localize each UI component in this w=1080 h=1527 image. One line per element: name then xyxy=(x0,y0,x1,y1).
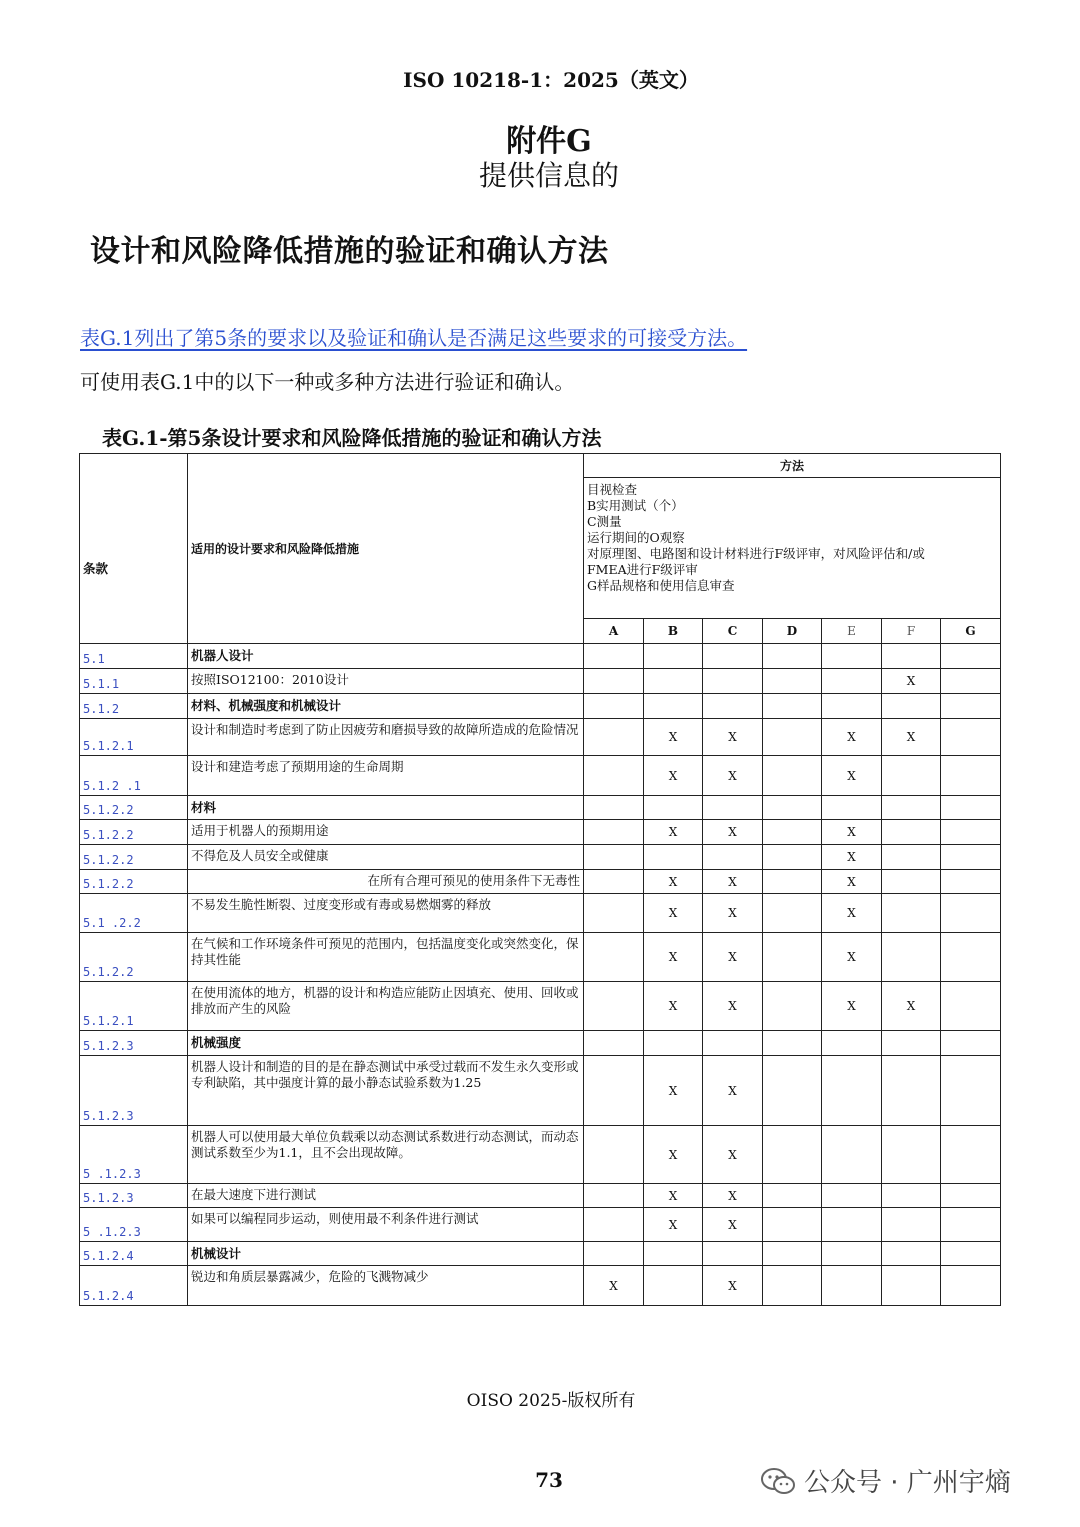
method-mark xyxy=(763,644,822,669)
method-legend-item: 运行期间的O观察 xyxy=(587,530,685,545)
method-mark xyxy=(584,1126,644,1184)
requirement-text: 设计和制造时考虑到了防止因疲劳和磨损导致的故障所造成的危险情况 xyxy=(188,719,584,756)
requirement-text: 不得危及人员安全或健康 xyxy=(188,845,584,870)
section-heading: 机器人设计 xyxy=(188,644,584,669)
method-mark: X xyxy=(644,820,703,845)
method-mark xyxy=(584,933,644,982)
method-mark xyxy=(882,820,941,845)
requirement-text: 在所有合理可预见的使用条件下无毒性 xyxy=(188,870,584,894)
method-mark xyxy=(584,894,644,933)
method-mark xyxy=(882,1242,941,1266)
method-mark: X xyxy=(822,894,882,933)
clause-number: 5.1.2.2 xyxy=(80,845,188,870)
method-legend-item: 对原理图、电路图和设计材料进行F级评审，对风险评估和/或 xyxy=(587,546,925,561)
method-mark xyxy=(882,756,941,796)
method-mark: X xyxy=(644,1056,703,1126)
method-mark xyxy=(882,1056,941,1126)
requirement-text: 机器人设计和制造的目的是在静态测试中承受过载而不发生永久变形或专利缺陷，其中强度计算的最小静态试验系数为1.25 xyxy=(188,1056,584,1126)
method-mark xyxy=(763,845,822,870)
method-mark xyxy=(703,1242,763,1266)
watermark-text: 公众号 · 广州宇熵 xyxy=(804,1468,1011,1498)
method-mark xyxy=(763,1184,822,1208)
clause-number: 5.1.2.2 xyxy=(80,933,188,982)
clause-number: 5.1 xyxy=(80,644,188,669)
method-mark xyxy=(644,694,703,719)
clause-number: 5.1.2.2 xyxy=(80,796,188,820)
method-mark xyxy=(763,1031,822,1056)
table-row xyxy=(80,719,1001,756)
method-mark: X xyxy=(703,933,763,982)
method-mark xyxy=(882,796,941,820)
method-mark xyxy=(822,1031,882,1056)
method-mark xyxy=(763,1208,822,1242)
clause-number: 5.1.2.2 xyxy=(80,820,188,845)
method-mark xyxy=(763,1266,822,1306)
method-mark xyxy=(882,1208,941,1242)
method-mark: X xyxy=(703,719,763,756)
method-mark xyxy=(941,796,1001,820)
method-legend xyxy=(584,478,1001,619)
method-letter: E xyxy=(822,619,882,644)
method-mark xyxy=(703,845,763,870)
clause-number: 5.1.2.4 xyxy=(80,1266,188,1306)
method-mark xyxy=(584,1184,644,1208)
table-row xyxy=(80,1184,1001,1208)
clause-number: 5.1.2.3 xyxy=(80,1031,188,1056)
method-mark xyxy=(763,894,822,933)
method-mark xyxy=(763,694,822,719)
method-mark xyxy=(584,796,644,820)
methods-column-header: 方法 xyxy=(584,454,1001,478)
intro-link[interactable]: 表G.1列出了第5条的要求以及验证和确认是否满足这些要求的可接受方法。 xyxy=(80,326,748,350)
method-mark xyxy=(644,669,703,694)
annex-title: 附件G xyxy=(506,124,592,159)
method-mark xyxy=(584,845,644,870)
method-mark xyxy=(644,1242,703,1266)
method-mark xyxy=(763,1126,822,1184)
table-row xyxy=(80,1031,1001,1056)
method-mark xyxy=(584,820,644,845)
method-mark xyxy=(584,1208,644,1242)
annex-subtitle: 提供信息的 xyxy=(478,159,619,192)
method-mark xyxy=(941,870,1001,894)
method-mark xyxy=(644,845,703,870)
method-mark xyxy=(882,933,941,982)
method-mark xyxy=(941,894,1001,933)
table-row xyxy=(80,982,1001,1031)
method-mark: X xyxy=(882,982,941,1031)
method-mark: X xyxy=(703,982,763,1031)
method-mark xyxy=(763,719,822,756)
table-row xyxy=(80,820,1001,845)
table-row xyxy=(80,694,1001,719)
clause-number: 5 .1.2.3 xyxy=(80,1126,188,1184)
table-row xyxy=(80,669,1001,694)
method-mark xyxy=(822,1266,882,1306)
section-heading: 机械强度 xyxy=(188,1031,584,1056)
method-mark xyxy=(882,694,941,719)
method-letter: F xyxy=(882,619,941,644)
requirement-text: 不易发生脆性断裂、过度变形或有毒或易燃烟雾的释放 xyxy=(188,894,584,933)
method-letter: B xyxy=(644,619,703,644)
method-mark xyxy=(584,1056,644,1126)
method-mark xyxy=(941,1208,1001,1242)
table-row xyxy=(80,1266,1001,1306)
method-mark xyxy=(763,669,822,694)
section-heading: 材料 xyxy=(188,796,584,820)
table-row xyxy=(80,894,1001,933)
wechat-icon xyxy=(760,1467,796,1495)
method-mark: X xyxy=(644,894,703,933)
requirement-text: 如果可以编程同步运动，则使用最不利条件进行测试 xyxy=(188,1208,584,1242)
verification-table xyxy=(79,453,1001,1306)
method-mark xyxy=(763,870,822,894)
clause-number: 5.1.2.1 xyxy=(80,719,188,756)
method-mark: X xyxy=(822,719,882,756)
requirement-text: 机器人可以使用最大单位负载乘以动态测试系数进行动态测试，而动态测试系数至少为1.1，且不会出现故障。 xyxy=(188,1126,584,1184)
method-legend-item: B实用测试（个） xyxy=(587,498,684,513)
method-mark xyxy=(644,1266,703,1306)
method-mark xyxy=(941,1266,1001,1306)
requirement-text: 锐边和角质层暴露减少，危险的飞溅物减少 xyxy=(188,1266,584,1306)
requirement-text: 适用于机器人的预期用途 xyxy=(188,820,584,845)
method-mark xyxy=(941,1126,1001,1184)
method-mark xyxy=(941,845,1001,870)
requirement-text: 设计和建造考虑了预期用途的生命周期 xyxy=(188,756,584,796)
method-mark: X xyxy=(703,1184,763,1208)
method-mark xyxy=(584,756,644,796)
method-mark xyxy=(763,1056,822,1126)
method-mark xyxy=(703,1031,763,1056)
method-mark xyxy=(703,644,763,669)
method-mark xyxy=(882,1031,941,1056)
table-row xyxy=(80,933,1001,982)
method-mark xyxy=(941,644,1001,669)
method-mark xyxy=(941,820,1001,845)
method-mark xyxy=(822,1056,882,1126)
method-mark: X xyxy=(703,1208,763,1242)
table-caption: 表G.1-第5条设计要求和风险降低措施的验证和确认方法 xyxy=(102,426,602,450)
section-heading: 材料、机械强度和机械设计 xyxy=(188,694,584,719)
section-heading: 机械设计 xyxy=(188,1242,584,1266)
table-row xyxy=(80,1056,1001,1126)
method-mark: X xyxy=(822,756,882,796)
method-mark: X xyxy=(703,1266,763,1306)
method-mark: X xyxy=(822,845,882,870)
method-mark xyxy=(882,1126,941,1184)
method-mark xyxy=(584,1242,644,1266)
method-legend-item: C测量 xyxy=(587,514,622,529)
table-row xyxy=(80,756,1001,796)
table-row xyxy=(80,1208,1001,1242)
method-letter: G xyxy=(941,619,1001,644)
method-mark xyxy=(822,644,882,669)
method-mark: X xyxy=(703,1126,763,1184)
requirement-text: 按照ISO12100：2010设计 xyxy=(188,669,584,694)
method-mark xyxy=(822,1126,882,1184)
method-mark xyxy=(882,845,941,870)
method-mark: X xyxy=(644,1208,703,1242)
method-mark: X xyxy=(644,982,703,1031)
method-mark xyxy=(584,719,644,756)
method-mark: X xyxy=(584,1266,644,1306)
method-mark xyxy=(882,870,941,894)
method-mark xyxy=(941,669,1001,694)
requirement-column-header: 适用的设计要求和风险降低措施 xyxy=(188,454,584,644)
method-mark xyxy=(763,1242,822,1266)
method-mark xyxy=(941,1031,1001,1056)
table-row xyxy=(80,644,1001,669)
method-letter: D xyxy=(763,619,822,644)
method-mark: X xyxy=(644,1184,703,1208)
method-mark xyxy=(703,669,763,694)
method-mark xyxy=(822,1242,882,1266)
method-legend-item: 目视检查 xyxy=(587,482,638,497)
method-mark: X xyxy=(644,870,703,894)
clause-number: 5.1.2 .1 xyxy=(80,756,188,796)
method-mark: X xyxy=(703,894,763,933)
document-header: ISO 10218-1：2025（英文） xyxy=(403,68,699,92)
method-mark xyxy=(703,796,763,820)
table-row xyxy=(80,845,1001,870)
method-mark xyxy=(584,982,644,1031)
method-mark: X xyxy=(822,820,882,845)
method-mark: X xyxy=(882,719,941,756)
requirement-text: 在最大速度下进行测试 xyxy=(188,1184,584,1208)
method-mark: X xyxy=(703,870,763,894)
method-mark xyxy=(822,669,882,694)
method-mark xyxy=(882,1184,941,1208)
method-mark: X xyxy=(822,870,882,894)
method-legend-item: G样品规格和使用信息审查 xyxy=(587,578,735,593)
method-mark: X xyxy=(644,933,703,982)
table-row xyxy=(80,796,1001,820)
method-mark xyxy=(822,1184,882,1208)
method-mark xyxy=(941,933,1001,982)
intro-text: 可使用表G.1中的以下一种或多种方法进行验证和确认。 xyxy=(80,370,575,394)
method-mark xyxy=(763,982,822,1031)
table-row xyxy=(80,1242,1001,1266)
method-mark xyxy=(822,1208,882,1242)
method-mark xyxy=(941,694,1001,719)
method-mark xyxy=(941,756,1001,796)
method-mark xyxy=(763,933,822,982)
clause-number: 5.1.1 xyxy=(80,669,188,694)
method-mark xyxy=(584,669,644,694)
clause-column-header: 条款 xyxy=(80,454,188,644)
method-mark xyxy=(584,644,644,669)
method-mark: X xyxy=(882,669,941,694)
clause-number: 5.1.2.1 xyxy=(80,982,188,1031)
method-mark xyxy=(763,796,822,820)
clause-number: 5.1.2.4 xyxy=(80,1242,188,1266)
method-mark xyxy=(941,982,1001,1031)
method-mark xyxy=(644,644,703,669)
clause-number: 5.1.2.3 xyxy=(80,1184,188,1208)
method-mark xyxy=(941,719,1001,756)
method-mark xyxy=(882,1266,941,1306)
method-mark xyxy=(882,644,941,669)
method-mark xyxy=(822,694,882,719)
page-number: 73 xyxy=(535,1468,563,1492)
method-mark xyxy=(584,1031,644,1056)
method-mark: X xyxy=(703,756,763,796)
method-mark xyxy=(763,756,822,796)
method-mark: X xyxy=(822,982,882,1031)
method-mark xyxy=(644,1031,703,1056)
method-mark xyxy=(703,694,763,719)
copyright-footer: OISO 2025-版权所有 xyxy=(466,1391,636,1411)
requirement-text: 在使用流体的地方，机器的设计和构造应能防止因填充、使用、回收或排放而产生的风险 xyxy=(188,982,584,1031)
method-mark: X xyxy=(703,820,763,845)
clause-number: 5.1.2.2 xyxy=(80,870,188,894)
method-mark: X xyxy=(822,933,882,982)
method-mark: X xyxy=(703,1056,763,1126)
method-mark xyxy=(822,796,882,820)
method-mark xyxy=(941,1056,1001,1126)
clause-number: 5.1.2.3 xyxy=(80,1056,188,1126)
method-mark xyxy=(941,1184,1001,1208)
method-mark xyxy=(584,694,644,719)
method-legend-item: FMEA进行F级评审 xyxy=(587,562,698,577)
method-letter: C xyxy=(703,619,763,644)
method-mark xyxy=(584,870,644,894)
requirement-text: 在气候和工作环境条件可预见的范围内，包括温度变化或突然变化，保持其性能 xyxy=(188,933,584,982)
clause-number: 5.1 .2.2 xyxy=(80,894,188,933)
method-mark: X xyxy=(644,1126,703,1184)
method-mark xyxy=(941,1242,1001,1266)
document-title: 设计和风险降低措施的验证和确认方法 xyxy=(90,234,609,269)
clause-number: 5.1.2 xyxy=(80,694,188,719)
table-row xyxy=(80,870,1001,894)
table-row xyxy=(80,1126,1001,1184)
method-letter: A xyxy=(584,619,644,644)
method-mark xyxy=(644,796,703,820)
watermark xyxy=(760,1462,1011,1499)
method-mark xyxy=(763,820,822,845)
method-mark: X xyxy=(644,719,703,756)
clause-number: 5 .1.2.3 xyxy=(80,1208,188,1242)
method-mark: X xyxy=(644,756,703,796)
method-mark xyxy=(882,894,941,933)
